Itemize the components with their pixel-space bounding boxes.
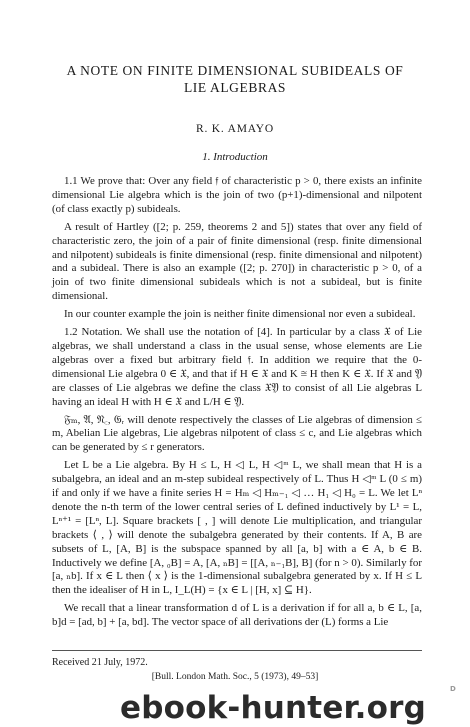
paper-title-line-1: A NOTE ON FINITE DIMENSIONAL SUBIDEALS OF: [66, 63, 404, 78]
paper-title-line-2: LIE ALGEBRAS: [183, 80, 287, 95]
paragraph-subalgebra: Let L be a Lie algebra. By H ≤ L, H ◁ L, H ◁ᵐ L, we shall mean that H is a subalgebra, an ideal and an m-step subideal respectively of L. Thus H ◁ᵐ L (0 ≤ m) if and only if we have a finite series H = Hₘ ◁ Hₘ₋₁ ◁ … H₁ ◁ H₀ = L. We let Lⁿ denote the n-th term of the lower central series of L defined inductively by L¹ = L, Lⁿ⁺¹ = [Lⁿ, L]. Square brackets [ , ] will denote Lie multiplication, and triangular brackets ⟨ , ⟩ will denote the subalgebra generated by their contents. If A, B are subsets of L, [A, B] is the subspace spanned by all [a, b] with a ∈ A, b ∈ B. Inductively we define [A, ₀B] = A, [A, ₙB] = [[A, ₙ₋₁B], B] (for n > 0). Similarly for [a, ₙb]. If x ∈ L then ⟨ x ⟩ is the 1-dimensional subalgebra generated by x. If H ≤ L then the idealiser of H in L, I_L(H) = {x ∈ L | [H, x] ⊆ H}.: [52, 459, 422, 597]
section-heading: 1. Introduction: [202, 151, 268, 163]
paragraph-counter-example: In our counter example the join is neither finite dimensional nor even a subideal.: [64, 308, 416, 321]
paragraph-notation: 1.2 Notation. We shall use the notation of [4]. In particular by a class 𝔛 of Lie algebras, we shall understand a class in the usual sense, whose elements are Lie algebras over a fixed but arbitrary field 𝔣. In addition we require that the 0-dimensional Lie algebra 0 ∈ 𝔛, and that if H ∈ 𝔛 and K ≅ H then K ∈ 𝔛. If 𝔛 and 𝔜 are classes of Lie algebras we define the class 𝔛𝔜 to consist of all Lie algebras L having an ideal H with H ∈ 𝔛 and L/H ∈ 𝔜.: [52, 326, 422, 408]
watermark-mark: D: [449, 685, 456, 693]
paragraph-hartley: A result of Hartley ([2; p. 259, theorems 2 and 5]) states that over any field of characteristic zero, the join of a pair of finite dimensional (resp. finite dimensional and nilpotent) subideals is finite dimensional (resp. finite dimensional and nilpotent) and a subideal. There is also an example ([2; p. 270]) in characteristic p > 0, of a join of two finite dimensional subideals which is not a subideal, but is finite dimensional.: [52, 220, 422, 303]
watermark-text: ebook-hunter.org: [120, 690, 426, 726]
watermark: [120, 685, 470, 727]
paper-body: [52, 175, 422, 634]
paragraph-derivation: We recall that a linear transformation d of L is a derivation if for all a, b ∈ L, [a, b]d = [ad, b] + [a, bd]. The vector space of all derivations der (L) forms a Lie: [52, 602, 422, 629]
received-date: Received 21 July, 1972.: [52, 657, 148, 668]
paragraph-classes: 𝔉ₘ, 𝔄, 𝔑꜀, 𝔊ᵣ will denote respectively the classes of Lie algebras of dimension ≤ m, Abelian Lie algebras, Lie algebras nilpotent of class ≤ c, and Lie algebras which can be generated by ≤ r generators.: [52, 413, 422, 454]
journal-citation: [Bull. London Math. Soc., 5 (1973), 49–53]: [151, 672, 319, 682]
footnote-divider: [52, 650, 422, 651]
paragraph-theorem: 1.1 We prove that: Over any field 𝔣 of characteristic p > 0, there exists an infinite dimensional Lie algebra which is the join of two (p+1)-dimensional and nilpotent (of class exactly p) subideals.: [52, 175, 422, 215]
author-name: R. K. AMAYO: [195, 123, 275, 135]
